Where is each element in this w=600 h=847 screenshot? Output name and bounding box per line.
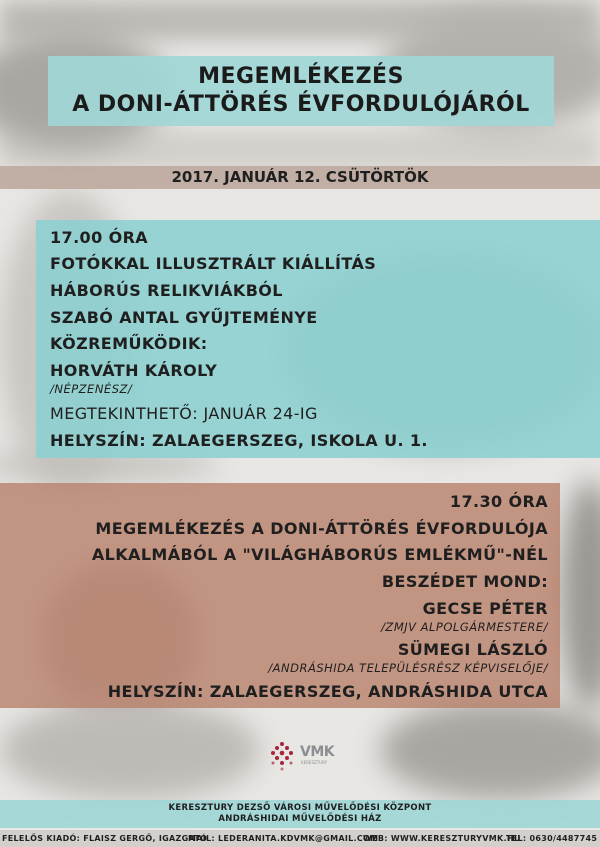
footer-tel: TEL: 0630/4487745	[506, 834, 598, 843]
event-1-contributor-role: /NÉPZENÉSZ/	[50, 382, 133, 396]
event-2-line-2: ALKALMÁBÓL A "VILÁGHÁBORÚS EMLÉKMŰ"-NÉL	[91, 545, 548, 564]
footer-mail[interactable]: MAIL: LEDERANITA.KDVMK@GMAIL.COM	[188, 834, 379, 843]
logo-text: VMK	[300, 744, 335, 760]
title-line-1: MEGEMLÉKEZÉS	[198, 64, 404, 89]
title-line-2: A DONI-ÁTTÖRÉS ÉVFORDULÓJÁRÓL	[72, 92, 530, 117]
event-1-panel	[36, 220, 600, 458]
event-1-contributor-label: KÖZREMŰKÖDIK:	[50, 334, 208, 353]
event-2-speaker-2-name: SÜMEGI LÁSZLÓ	[397, 640, 548, 659]
event-2-location: HELYSZÍN: ZALAEGERSZEG, ANDRÁSHIDA UTCA	[107, 682, 548, 701]
event-2-panel	[0, 483, 560, 708]
event-2-speaker-2-role: /ANDRÁSHIDA TELEPÜLÉSRÉSZ KÉPVISELŐJE/	[268, 661, 548, 675]
event-1-location: HELYSZÍN: ZALAEGERSZEG, ISKOLA U. 1.	[50, 431, 428, 450]
title-panel	[48, 56, 554, 126]
event-date: 2017. JANUÁR 12. CSÜTÖRTÖK	[0, 166, 600, 189]
event-2-speaker-1-name: GECSE PÉTER	[422, 599, 548, 618]
event-1-line-1: FOTÓKKAL ILLUSZTRÁLT KIÁLLÍTÁS	[50, 254, 377, 273]
footer-web[interactable]: WEB: WWW.KERESZTURYVMK.HU	[363, 834, 521, 843]
footer	[0, 830, 600, 847]
footer-publisher: FELELŐS KIADÓ: FLAISZ GERGŐ, IGAZGATÓ	[2, 834, 208, 843]
event-1-viewable: MEGTEKINTHETŐ: JANUÁR 24-IG	[50, 404, 318, 423]
event-1-contributor-name: HORVÁTH KÁROLY	[50, 361, 218, 380]
event-1-time: 17.00 ÓRA	[50, 228, 149, 247]
organizer-line-1: KERESZTURY DEZSŐ VÁROSI MŰVELŐDÉSI KÖZPONT	[168, 803, 432, 813]
event-2-time: 17.30 ÓRA	[449, 492, 548, 511]
event-2-speaker-1-role: /ZMJV ALPOLGÁRMESTERE/	[381, 620, 548, 634]
event-1-line-3: SZABÓ ANTAL GYŰJTEMÉNYE	[50, 308, 318, 327]
event-2-line-1: MEGEMLÉKEZÉS A DONI-ÁTTÖRÉS ÉVFORDULÓJA	[95, 519, 548, 538]
logo-subtext: KERESZTURY	[301, 760, 328, 765]
organizer-line-2: ANDRÁSHIDAI MŰVELŐDÉSI HÁZ	[218, 814, 382, 824]
event-2-speech-label: BESZÉDET MOND:	[381, 572, 548, 591]
event-1-line-2: HÁBORÚS RELIKVIÁKBÓL	[50, 281, 283, 300]
organizer-panel	[0, 800, 600, 828]
